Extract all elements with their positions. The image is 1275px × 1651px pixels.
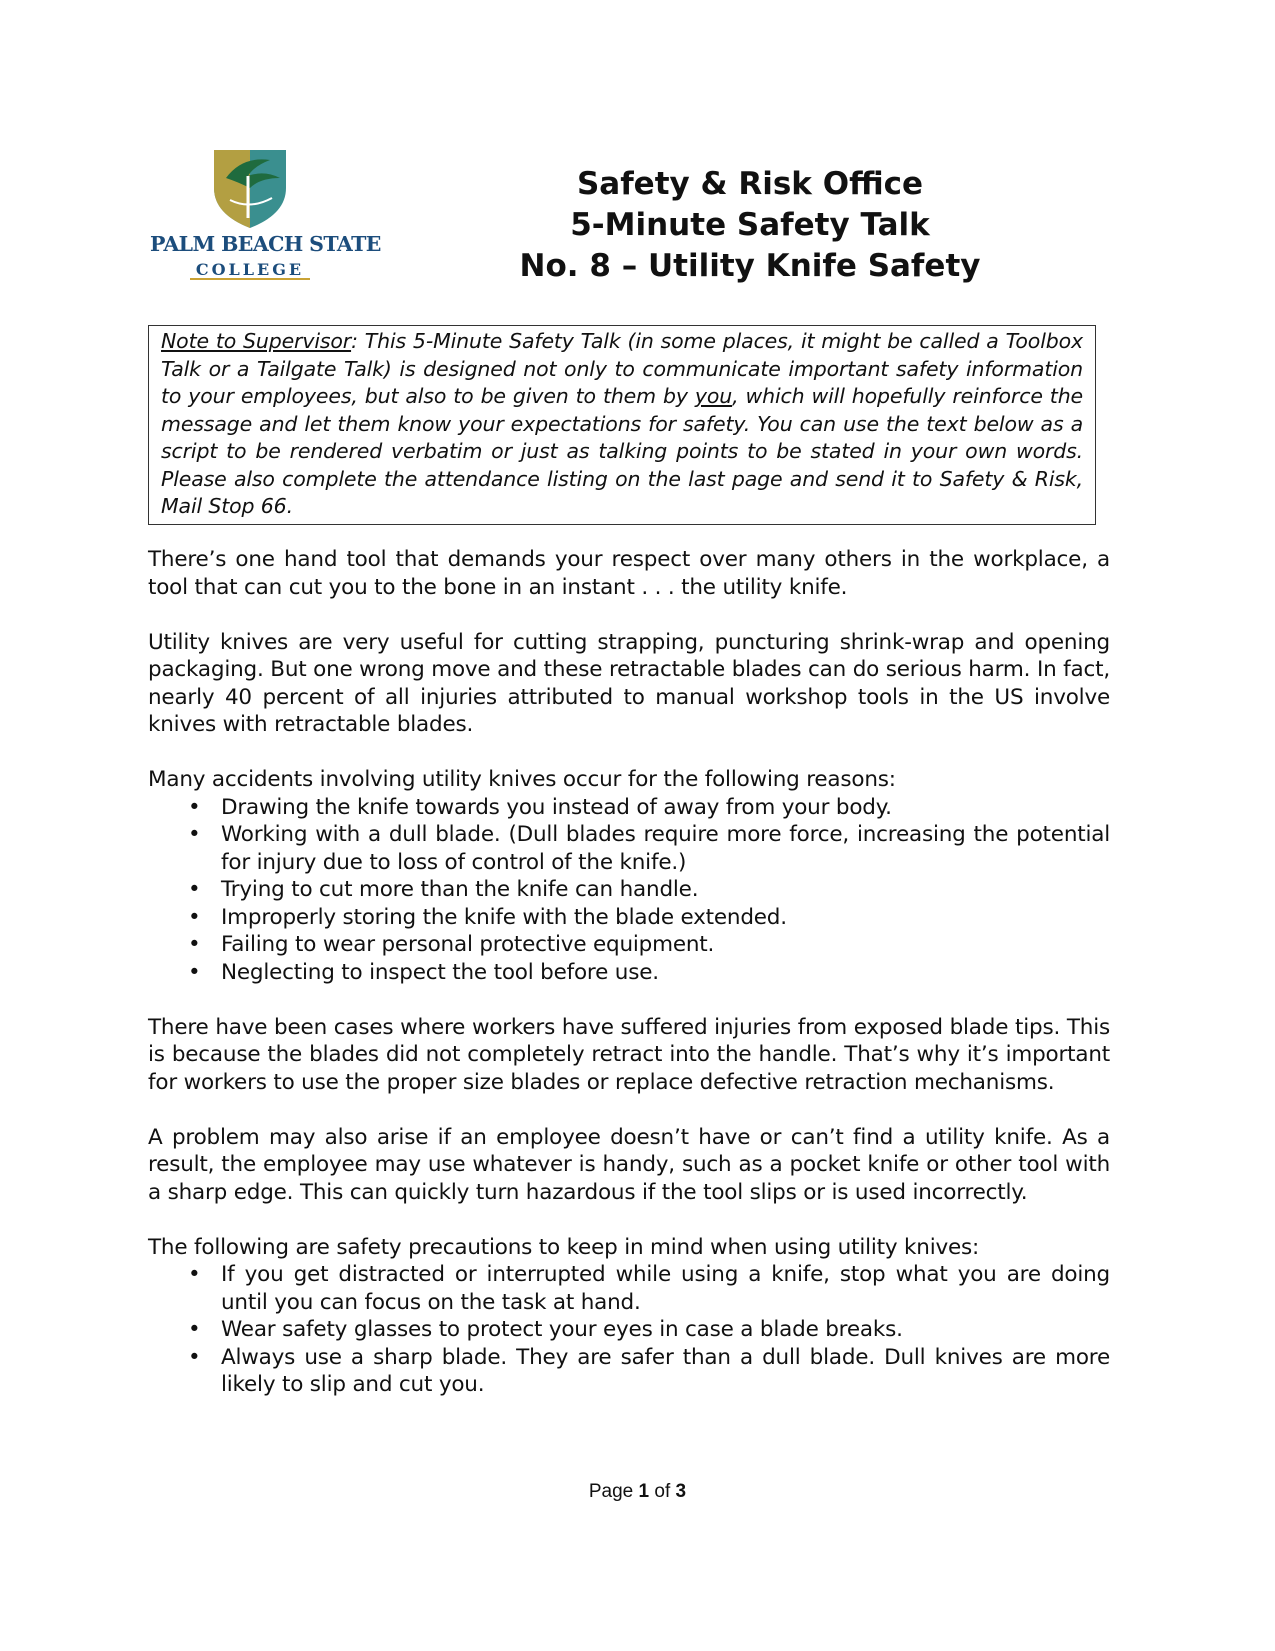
note-text-b: , which will hopefully reinforce the message and let them know your expectations for safety. You can use the text below as a script to be rendered verbatim or just as talking points to be stated in your own words. Please also complete the attendance listing on the last page and send it to Safety & Risk, Mail Stop 66. [161,384,1083,518]
note-text-a: : This 5-Minute Safety Talk (in some places, it might be called a Toolbox Talk or a Tailgate Talk) is designed not only to communicate important safety information to your employees, but also to be given to them by [161,329,1083,408]
list-item: • Trying to cut more than the knife can handle. [221,876,1110,904]
of-word: of [654,1481,671,1502]
list-item: • If you get distracted or interrupted while using a knife, stop what you are doing until you can focus on the task at hand. [221,1261,1110,1316]
list-item: • Drawing the knife towards you instead of away from your body. [221,794,1110,822]
note-emphasis: you [694,384,733,408]
paragraph-usage: Utility knives are very useful for cutting strapping, puncturing shrink-wrap and opening packaging. But one wrong move and these retractable blades can do serious harm. In fact, nearly 40 percent of all injuries attributed to manual workshop tools in the US involve knives with retractable blades. [148,629,1110,737]
list-item: • Working with a dull blade. (Dull blades require more force, increasing the potential for injury due to loss of control of the knife.) [221,821,1110,876]
list-item: • Failing to wear personal protective equipment. [221,931,1110,959]
list-item: • Neglecting to inspect the tool before use. [221,959,1110,987]
list-item: • Always use a sharp blade. They are safer than a dull blade. Dull knives are more likely to slip and cut you. [221,1344,1110,1399]
paragraph-precautions-lead: The following are safety precautions to keep in mind when using utility knives: [148,1234,980,1260]
logo-wordmark: PALM BEACH STATE [150,232,381,256]
logo-subword: COLLEGE [195,260,305,279]
page-footer [0,1481,1275,1503]
note-label: Note to Supervisor [161,329,352,353]
paragraph-blade-tips: There have been cases where workers have suffered injuries from exposed blade tips. This is because the blades did not completely retract into the handle. That’s why it’s important for workers to use the proper size blades or replace defective retraction mechanisms. [148,1014,1110,1095]
page-total: 3 [675,1481,687,1502]
list-item: • Wear safety glasses to protect your eyes in case a blade breaks. [221,1316,1110,1344]
title-office: Safety & Risk Office [576,166,924,202]
page-title [450,164,1050,287]
page-word: Page [588,1481,634,1502]
supervisor-note [148,325,1096,525]
title-talk: 5-Minute Safety Talk [570,207,930,243]
precautions-list [148,1261,1110,1399]
college-logo [150,148,381,293]
page-current: 1 [638,1481,650,1502]
palm-shield-icon [208,148,292,230]
reasons-list [148,794,1110,987]
paragraph-substitute-tools: A problem may also arise if an employee doesn’t have or can’t find a utility knife. As a result, the employee may use whatever is handy, such as a pocket knife or other tool with a sharp edge. This can quickly turn hazardous if the tool slips or is used incorrectly. [148,1124,1110,1205]
paragraph-intro: There’s one hand tool that demands your respect over many others in the workplace, a tool that can cut you to the bone in an instant . . . the utility knife. [148,547,1110,600]
list-item: • Improperly storing the knife with the blade extended. [221,904,1110,932]
paragraph-reasons-lead: Many accidents involving utility knives occur for the following reasons: [148,767,896,792]
title-topic: No. 8 – Utility Knife Safety [519,248,981,284]
talk-body [148,546,1110,1426]
